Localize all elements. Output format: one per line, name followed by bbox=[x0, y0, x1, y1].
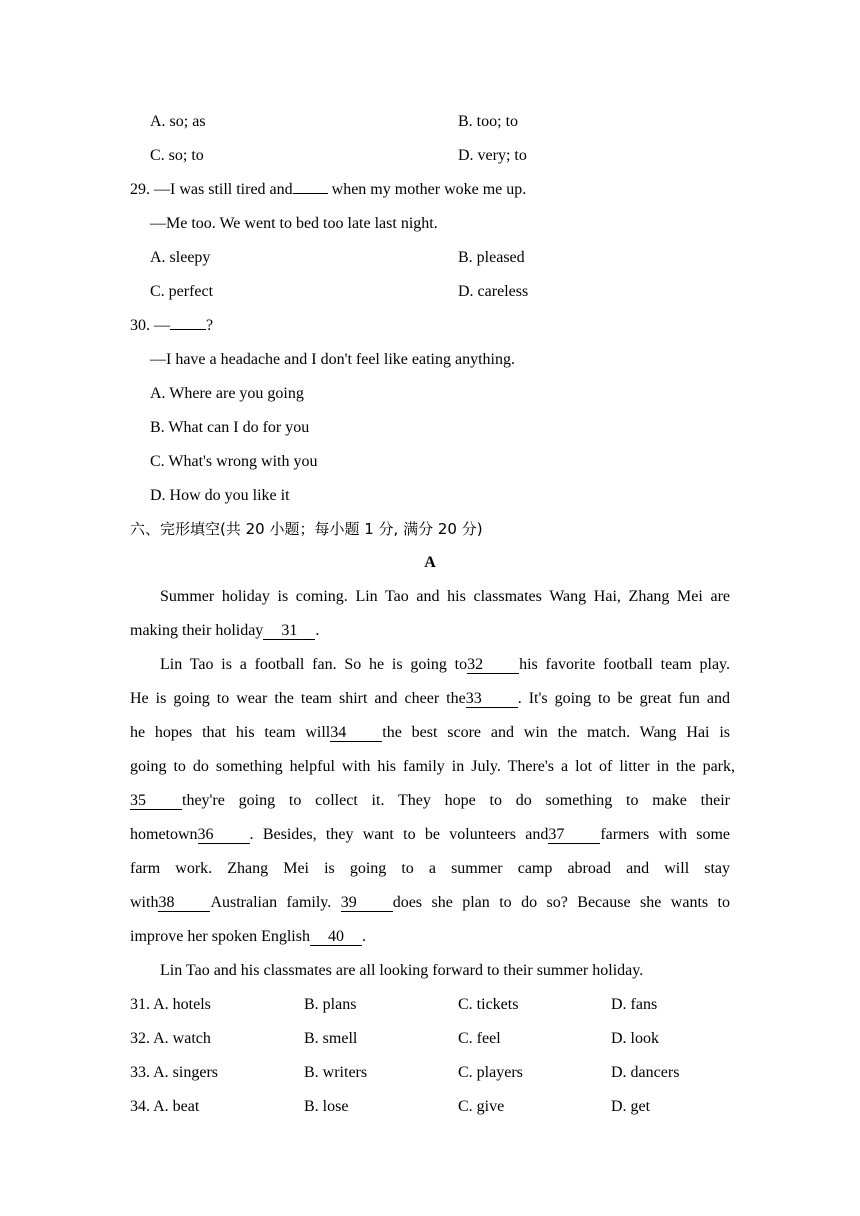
q32-option-b: B. smell bbox=[304, 1030, 358, 1047]
q29-option-d: D. careless bbox=[458, 283, 529, 300]
q30-option-c: C. What's wrong with you bbox=[150, 453, 318, 470]
passage-line: going to do something helpful with his family in July. There's a lot of litter in the park, bbox=[130, 758, 735, 775]
q31-option-c: C. tickets bbox=[458, 996, 519, 1013]
passage-line: He is going to wear the team shirt and cheer the33 . It's going to be great fun and bbox=[130, 690, 731, 707]
blank-32: 32 bbox=[467, 657, 519, 674]
passage-line: Summer holiday is coming. Lin Tao and his classmates Wang Hai, Zhang Mei are bbox=[160, 588, 730, 605]
section-heading: 六、完形填空(共 20 小题；每小题 1 分, 满分 20 分) bbox=[130, 520, 483, 538]
passage-line: with38 Australian family. 39 does she plan to do so? Because she wants to bbox=[130, 894, 730, 911]
q33-option-c: C. players bbox=[458, 1064, 523, 1081]
q28-option-b: B. too; to bbox=[458, 113, 519, 130]
q34-option-d: D. get bbox=[611, 1098, 651, 1115]
q29-reply: —Me too. We went to bed too late last night. bbox=[150, 215, 438, 232]
blank-34: 34 bbox=[330, 725, 382, 742]
blank-37: 37 bbox=[548, 827, 600, 844]
passage-line: Lin Tao is a football fan. So he is going to32 his favorite football team play. bbox=[160, 656, 731, 673]
q28-option-c: C. so; to bbox=[150, 147, 204, 164]
blank-35: 35 bbox=[130, 793, 182, 810]
q31-option-a: 31. A. hotels bbox=[130, 996, 211, 1013]
q29-option-a: A. sleepy bbox=[150, 249, 211, 266]
passage-line: making their holiday 31 . bbox=[130, 622, 320, 639]
q28-option-a: A. so; as bbox=[150, 113, 206, 130]
q31-option-b: B. plans bbox=[304, 996, 357, 1013]
blank-38: 38 bbox=[158, 895, 210, 912]
blank-31: 31 bbox=[263, 623, 315, 640]
q28-option-d: D. very; to bbox=[458, 147, 527, 164]
q30-option-b: B. What can I do for you bbox=[150, 419, 310, 436]
blank-33: 33 bbox=[466, 691, 518, 708]
blank-39: 39 bbox=[341, 895, 393, 912]
blank-36: 36 bbox=[198, 827, 250, 844]
q30-blank bbox=[170, 329, 206, 330]
q34-option-c: C. give bbox=[458, 1098, 505, 1115]
passage-line: 35 they're going to collect it. They hope to do something to make their bbox=[130, 792, 730, 809]
q29-option-c: C. perfect bbox=[150, 283, 214, 300]
blank-40: 40 bbox=[310, 929, 362, 946]
q29-stem: 29. —I was still tired and when my mother woke me up. bbox=[130, 181, 527, 198]
q31-option-d: D. fans bbox=[611, 996, 658, 1013]
passage-line: he hopes that his team will34 the best score and win the match. Wang Hai is bbox=[130, 724, 731, 741]
q30-reply: —I have a headache and I don't feel like eating anything. bbox=[150, 351, 515, 368]
q32-option-d: D. look bbox=[611, 1030, 659, 1047]
q29-option-b: B. pleased bbox=[458, 249, 525, 266]
q33-option-b: B. writers bbox=[304, 1064, 368, 1081]
passage-line: Lin Tao and his classmates are all looking forward to their summer holiday. bbox=[160, 962, 644, 979]
passage-line: farm work. Zhang Mei is going to a summer camp abroad and will stay bbox=[130, 860, 730, 877]
q33-option-a: 33. A. singers bbox=[130, 1064, 218, 1081]
passage-line: hometown36 . Besides, they want to be volunteers and37 farmers with some bbox=[130, 826, 731, 843]
q34-option-b: B. lose bbox=[304, 1098, 349, 1115]
part-title: A bbox=[424, 554, 436, 571]
passage-line: improve her spoken English 40 . bbox=[130, 928, 366, 945]
q34-option-a: 34. A. beat bbox=[130, 1098, 200, 1115]
q29-blank bbox=[293, 193, 328, 194]
q32-option-a: 32. A. watch bbox=[130, 1030, 211, 1047]
q33-option-d: D. dancers bbox=[611, 1064, 680, 1081]
q32-option-c: C. feel bbox=[458, 1030, 501, 1047]
q30-option-d: D. How do you like it bbox=[150, 487, 290, 504]
q30-stem: 30. — ? bbox=[130, 317, 214, 334]
q30-option-a: A. Where are you going bbox=[150, 385, 304, 402]
